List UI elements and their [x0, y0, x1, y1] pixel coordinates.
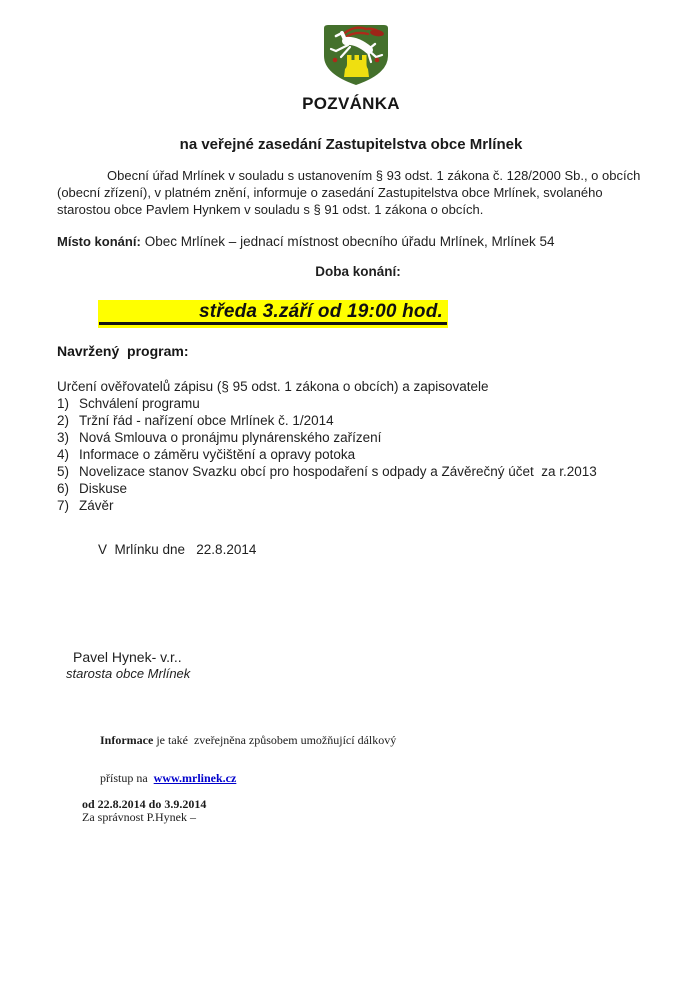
program-item-number: 4) — [57, 447, 70, 462]
program-item — [57, 497, 645, 514]
program-item-number: 6) — [57, 481, 70, 496]
program-heading: Navržený program: — [57, 343, 189, 359]
mrlinek-website-link[interactable]: www.mrlinek.cz — [153, 771, 237, 786]
crest-container — [57, 24, 645, 91]
program-item-number: 3) — [57, 430, 70, 445]
program-item — [57, 480, 645, 497]
intro-paragraph: Obecní úřad Mrlínek v souladu s ustanovením § 93 odst. 1 zákona č. 128/2000 Sb., o obcích (obecní zřízení), v platném znění, informuje o zasedání Zastupitelstva obce Mrlínek, svolaného starostou obce Pavlem Hynkem v souladu s § 91 odst. 1 zákona o obcích. — [57, 168, 641, 217]
time-label: Doba konání: — [315, 264, 401, 279]
venue-line — [57, 233, 645, 250]
program-item-text: Informace o záměru vyčištění a opravy potoka — [79, 447, 356, 462]
meeting-time-text: středa 3.září od 19:00 hod. — [198, 301, 443, 322]
publication-line-2-prefix: přístup na — [100, 771, 154, 786]
program-item-number: 5) — [57, 464, 70, 479]
publication-line-1-bold: Informace — [100, 732, 154, 747]
program-item — [57, 395, 645, 412]
program-item-text: Závěr — [79, 498, 114, 513]
publication-line-1 — [82, 721, 645, 759]
document-title: POZVÁNKA — [302, 94, 400, 113]
responsibility-line: Za správnost P.Hynek – — [82, 809, 196, 824]
program-item-number: 7) — [57, 498, 70, 513]
publication-dates: od 22.8.2014 do 3.9.2014 — [82, 796, 207, 811]
meeting-time-highlight — [98, 300, 448, 328]
signature-name: Pavel Hynek- v.r.. — [73, 649, 182, 665]
dateline: V Mrlínku dne 22.8.2014 — [98, 542, 257, 557]
program-list — [57, 378, 645, 514]
program-item-number: 2) — [57, 413, 70, 428]
venue-label: Místo konání: — [57, 234, 141, 249]
publication-note — [82, 721, 645, 823]
publication-line-1-rest: je také zveřejněna způsobem umožňující dálkový — [153, 732, 397, 747]
program-intro: Určení ověřovatelů zápisu (§ 95 odst. 1 zákona o obcích) a zapisovatele — [57, 379, 489, 394]
program-item — [57, 446, 645, 463]
coat-of-arms-icon — [319, 24, 393, 86]
program-item — [57, 463, 645, 480]
program-item-text: Diskuse — [79, 481, 128, 496]
document-subtitle: na veřejné zasedání Zastupitelstva obce Mrlínek — [179, 136, 523, 153]
program-item-text: Novelizace stanov Svazku obcí pro hospodaření s odpady a Závěrečný účet za r.2013 — [79, 464, 597, 479]
publication-line-2 — [82, 759, 645, 797]
program-item — [57, 412, 645, 429]
signature-role: starosta obce Mrlínek — [66, 666, 191, 681]
program-item-text: Tržní řád - nařízení obce Mrlínek č. 1/2014 — [79, 413, 334, 428]
venue-value: Obec Mrlínek – jednací místnost obecního úřadu Mrlínek, Mrlínek 54 — [144, 234, 555, 249]
program-item-text: Schválení programu — [79, 396, 200, 411]
signature-block — [57, 649, 645, 681]
program-item — [57, 429, 645, 446]
program-item-text: Nová Smlouva o pronájmu plynárenského zařízení — [79, 430, 382, 445]
program-item-number: 1) — [57, 396, 70, 411]
